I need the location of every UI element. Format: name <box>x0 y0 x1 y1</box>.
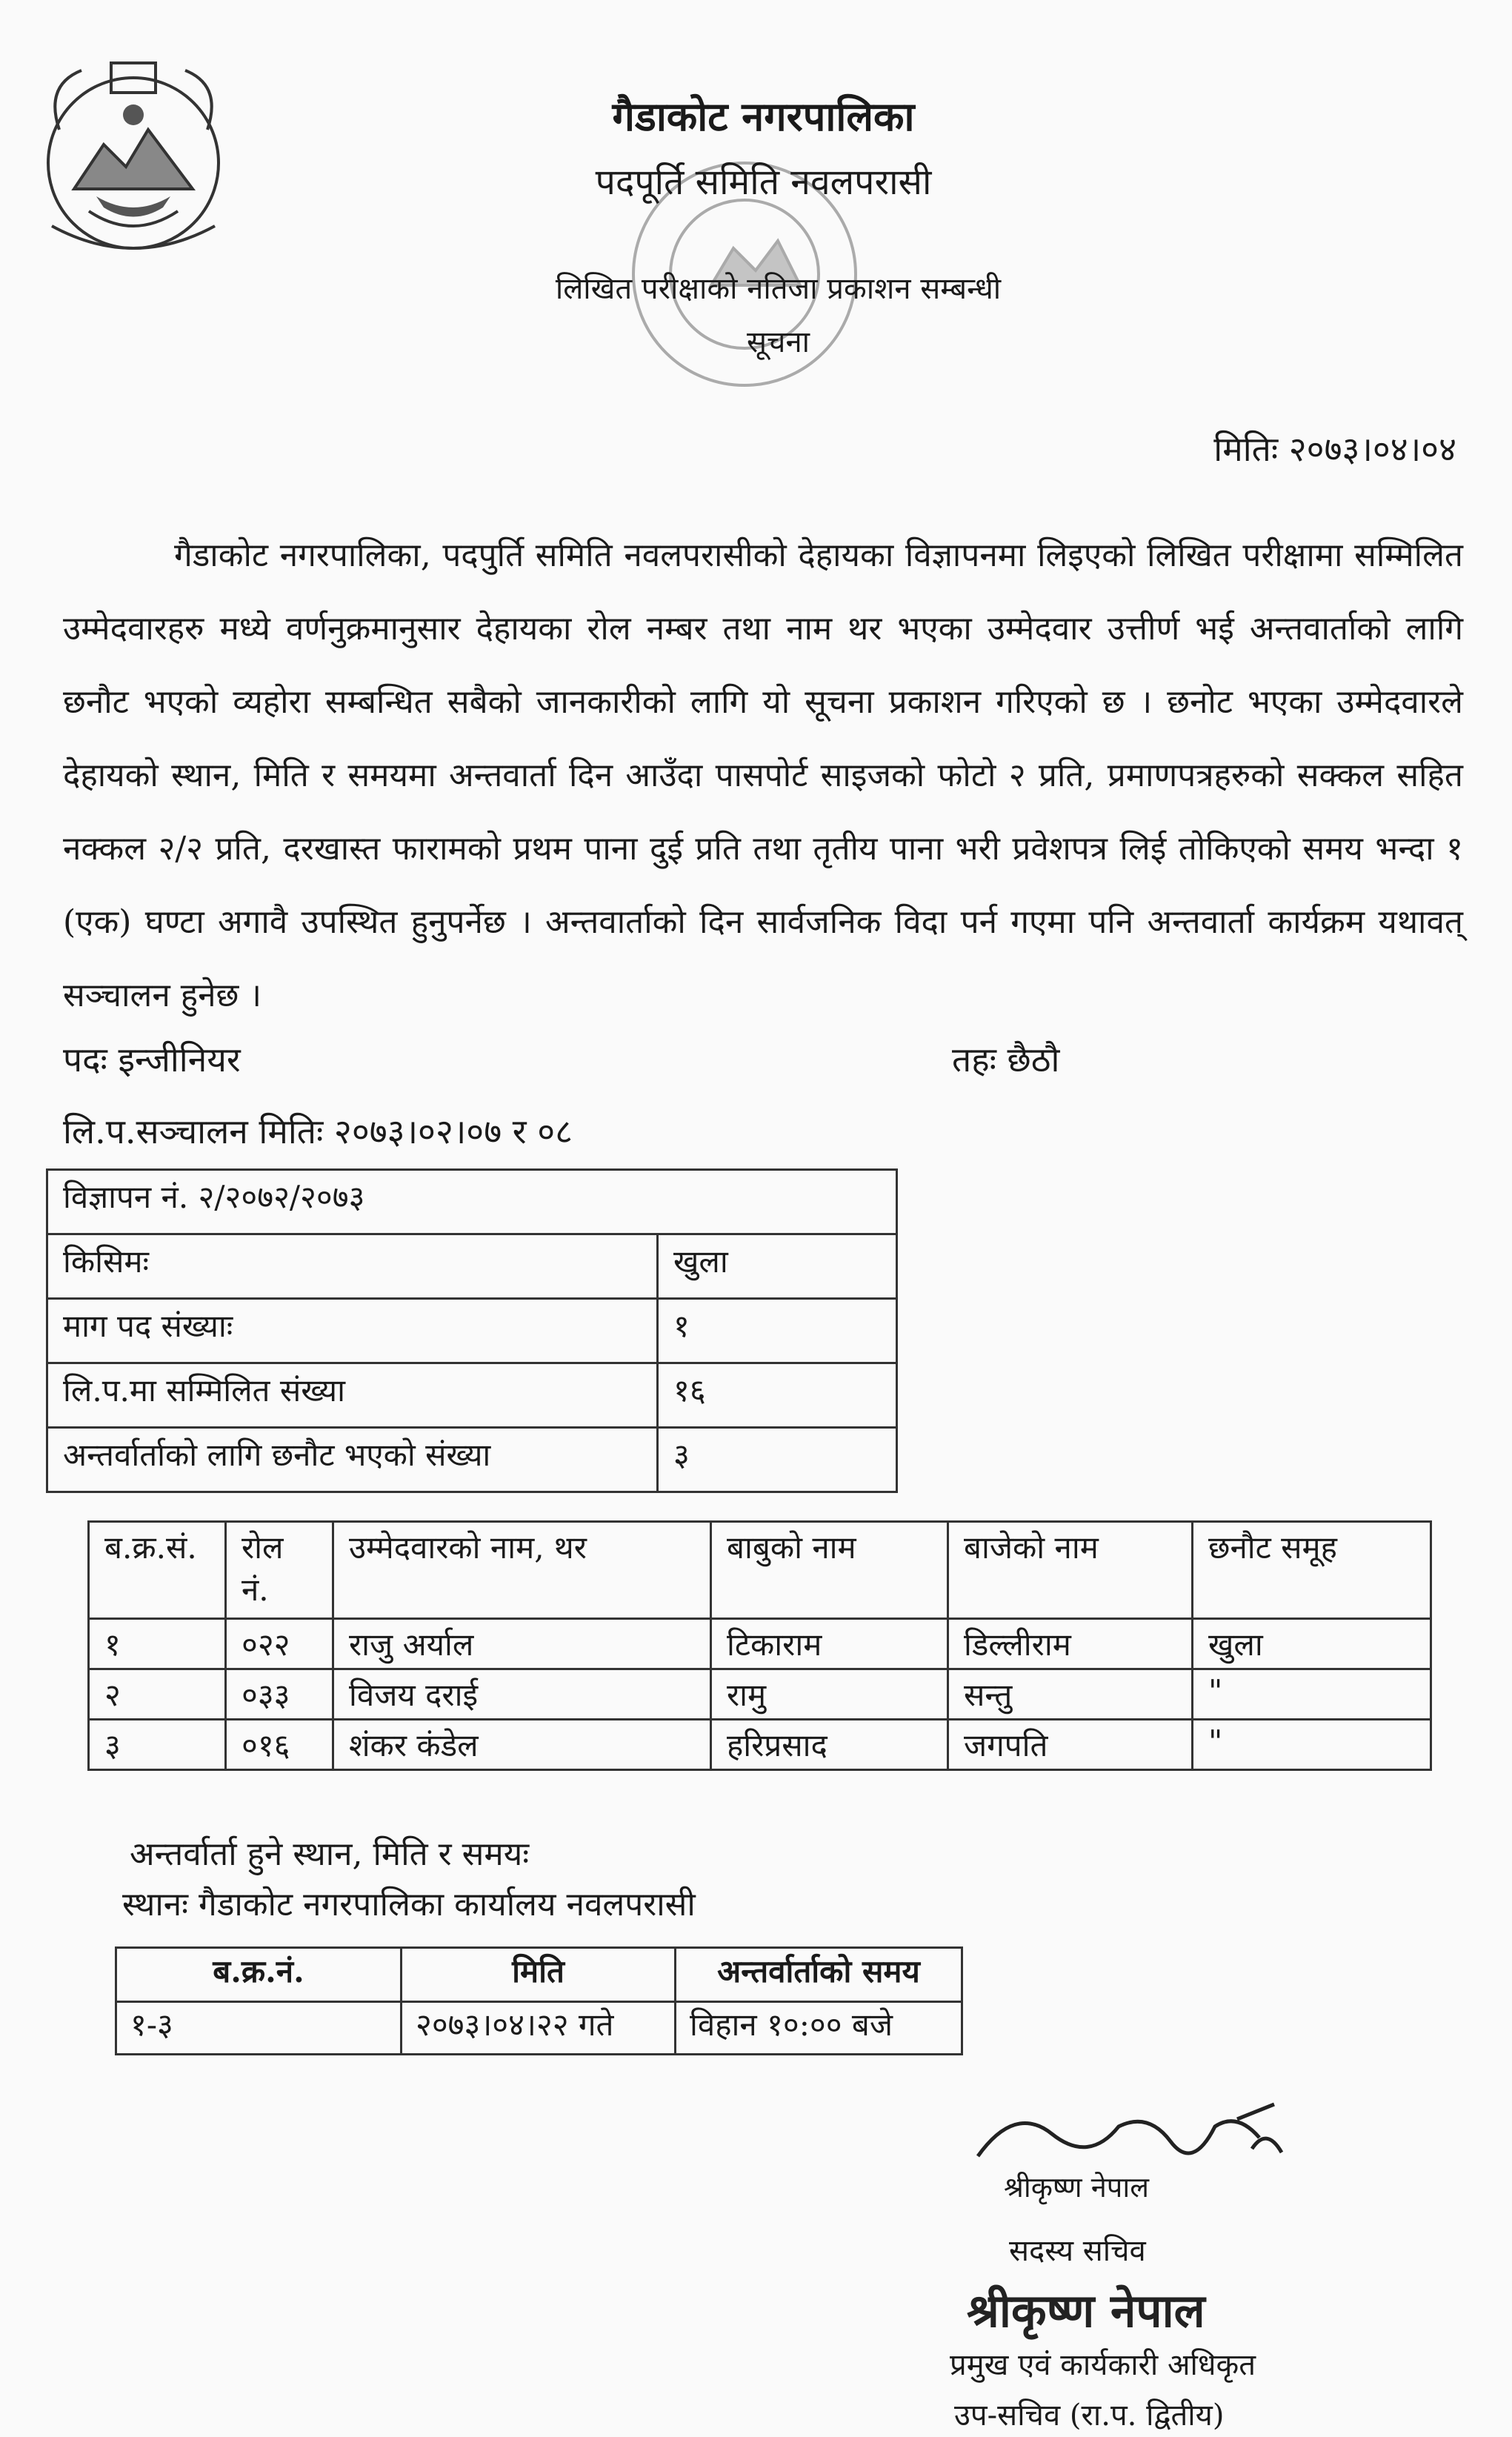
ad-label-cell: अन्तर्वार्ताको लागि छनौट भएको संख्या <box>47 1428 658 1492</box>
table-row <box>47 1428 897 1492</box>
table-cell: सन्तु <box>948 1669 1193 1720</box>
interview-heading: अन्तर्वार्ता हुने स्थान, मिति र समयः <box>130 1835 530 1873</box>
column-header: अन्तर्वार्ताको समय <box>676 1948 962 2002</box>
organization-name: गैडाकोट नगरपालिका <box>612 93 915 140</box>
notice-subject: लिखित परीक्षाको नतिजा प्रकाशन सम्बन्धी <box>555 272 1002 306</box>
table-cell: " <box>1193 1720 1431 1770</box>
post-level: तहः छैठौ <box>952 1040 1060 1080</box>
table-row <box>47 1299 897 1363</box>
post-name: पदः इन्जीनियर <box>63 1040 241 1080</box>
committee-name: पदपूर्ति समिति नवलपरासी <box>595 162 932 203</box>
table-header-row <box>89 1522 1431 1619</box>
table-cell: जगपति <box>948 1720 1193 1770</box>
table-cell: ०३३ <box>226 1669 333 1720</box>
table-cell: विहान १०:०० बजे <box>676 2002 962 2055</box>
table-cell: राजु अर्याल <box>333 1619 711 1669</box>
table-row <box>47 1170 897 1234</box>
stamp-designation: प्रमुख एवं कार्यकारी अधिकृत <box>950 2348 1256 2382</box>
table-cell: १-३ <box>116 2002 402 2055</box>
column-header: बाजेको नाम <box>948 1522 1193 1619</box>
table-cell: २०७३।०४।२२ गते <box>402 2002 676 2055</box>
candidates-table <box>87 1520 1432 1771</box>
column-header: ब.क्र.सं. <box>89 1522 226 1619</box>
table-cell: ०२२ <box>226 1619 333 1669</box>
column-header: छनौट समूह <box>1193 1522 1431 1619</box>
ad-value-cell: ३ <box>658 1428 897 1492</box>
written-exam-date: लि.प.सञ्चालन मितिः २०७३।०२।०७ र ०८ <box>63 1111 573 1151</box>
ad-value-cell: खुला <box>658 1234 897 1299</box>
stamp-name: श्रीकृष्ण नेपाल <box>967 2284 1205 2338</box>
table-row <box>47 1234 897 1299</box>
ad-value-cell: १ <box>658 1299 897 1363</box>
ad-number-cell: विज्ञापन नं. २/२०७२/२०७३ <box>47 1170 897 1234</box>
table-cell: ०१६ <box>226 1720 333 1770</box>
column-header: मिति <box>402 1948 676 2002</box>
table-cell: " <box>1193 1669 1431 1720</box>
column-header: रोल नं. <box>226 1522 333 1619</box>
table-cell: डिल्लीराम <box>948 1619 1193 1669</box>
ad-value-cell: १६ <box>658 1363 897 1428</box>
handwritten-signature <box>970 2097 1296 2178</box>
table-row <box>116 2002 962 2055</box>
table-cell: २ <box>89 1669 226 1720</box>
column-header: ब.क्र.नं. <box>116 1948 402 2002</box>
table-row <box>89 1720 1431 1770</box>
government-emblem-logo <box>30 41 237 263</box>
signatory-role: सदस्य सचिव <box>1009 2234 1146 2268</box>
table-cell: खुला <box>1193 1619 1431 1669</box>
notice-label: सूचना <box>747 325 810 359</box>
table-cell: विजय दराई <box>333 1669 711 1720</box>
table-header-row <box>116 1948 962 2002</box>
table-cell: ३ <box>89 1720 226 1770</box>
table-row <box>47 1363 897 1428</box>
table-cell: हरिप्रसाद <box>711 1720 948 1770</box>
notice-date: मितिः २०७३।०४।०४ <box>1213 429 1456 469</box>
stamp-rank: उप-सचिव (रा.प. द्वितीय) <box>954 2398 1225 2433</box>
ad-label-cell: लि.प.मा सम्मिलित संख्या <box>47 1363 658 1428</box>
table-cell: शंकर कंडेल <box>333 1720 711 1770</box>
ad-label-cell: किसिमः <box>47 1234 658 1299</box>
interview-schedule-table <box>115 1946 963 2055</box>
advertisement-table <box>46 1168 898 1493</box>
notice-body-paragraph: गैडाकोट नगरपालिका, पदपुर्ति समिति नवलपरासीको देहायका विज्ञापनमा लिइएको लिखित परीक्षामा सम्मिलित उम्मेदवारहरु मध्ये वर्णनुक्रमानुसार देहायका रोल नम्बर तथा नाम थर भएका उम्मेदवार उत्तीर्ण भई अन्तवार्ताको लागि छनौट भएको व्यहोरा सम्बन्धित सबैको जानकारीको लागि यो सूचना प्रकाशन गरिएको छ । छनोट भएका उम्मेदवारले देहायको स्थान, मिति र समयमा अन्तवार्ता दिन आउँदा पासपोर्ट साइजको फोटो २ प्रति, प्रमाणपत्रहरुको सक्कल सहित नक्कल २/२ प्रति, दरखास्त फारामको प्रथम पाना दुई प्रति तथा तृतीय पाना भरी प्रवेशपत्र लिई तोकिएको समय भन्दा १ (एक) घण्टा अगावै उपस्थित हुनुपर्नेछ । अन्तवार्ताको दिन सार्वजनिक विदा पर्न गएमा पनि अन्तवार्ता कार्यक्रम यथावत् सञ्चालन हुनेछ । <box>63 536 1463 1014</box>
ad-label-cell: माग पद संख्याः <box>47 1299 658 1363</box>
interview-place: स्थानः गैडाकोट नगरपालिका कार्यालय नवलपरासी <box>122 1886 696 1924</box>
table-row <box>89 1619 1431 1669</box>
signatory-name: श्रीकृष्ण नेपाल <box>1004 2171 1149 2204</box>
table-cell: टिकाराम <box>711 1619 948 1669</box>
table-cell: रामु <box>711 1669 948 1720</box>
column-header: उम्मेदवारको नाम, थर <box>333 1522 711 1619</box>
column-header: बाबुको नाम <box>711 1522 948 1619</box>
table-row <box>89 1669 1431 1720</box>
table-cell: १ <box>89 1619 226 1669</box>
